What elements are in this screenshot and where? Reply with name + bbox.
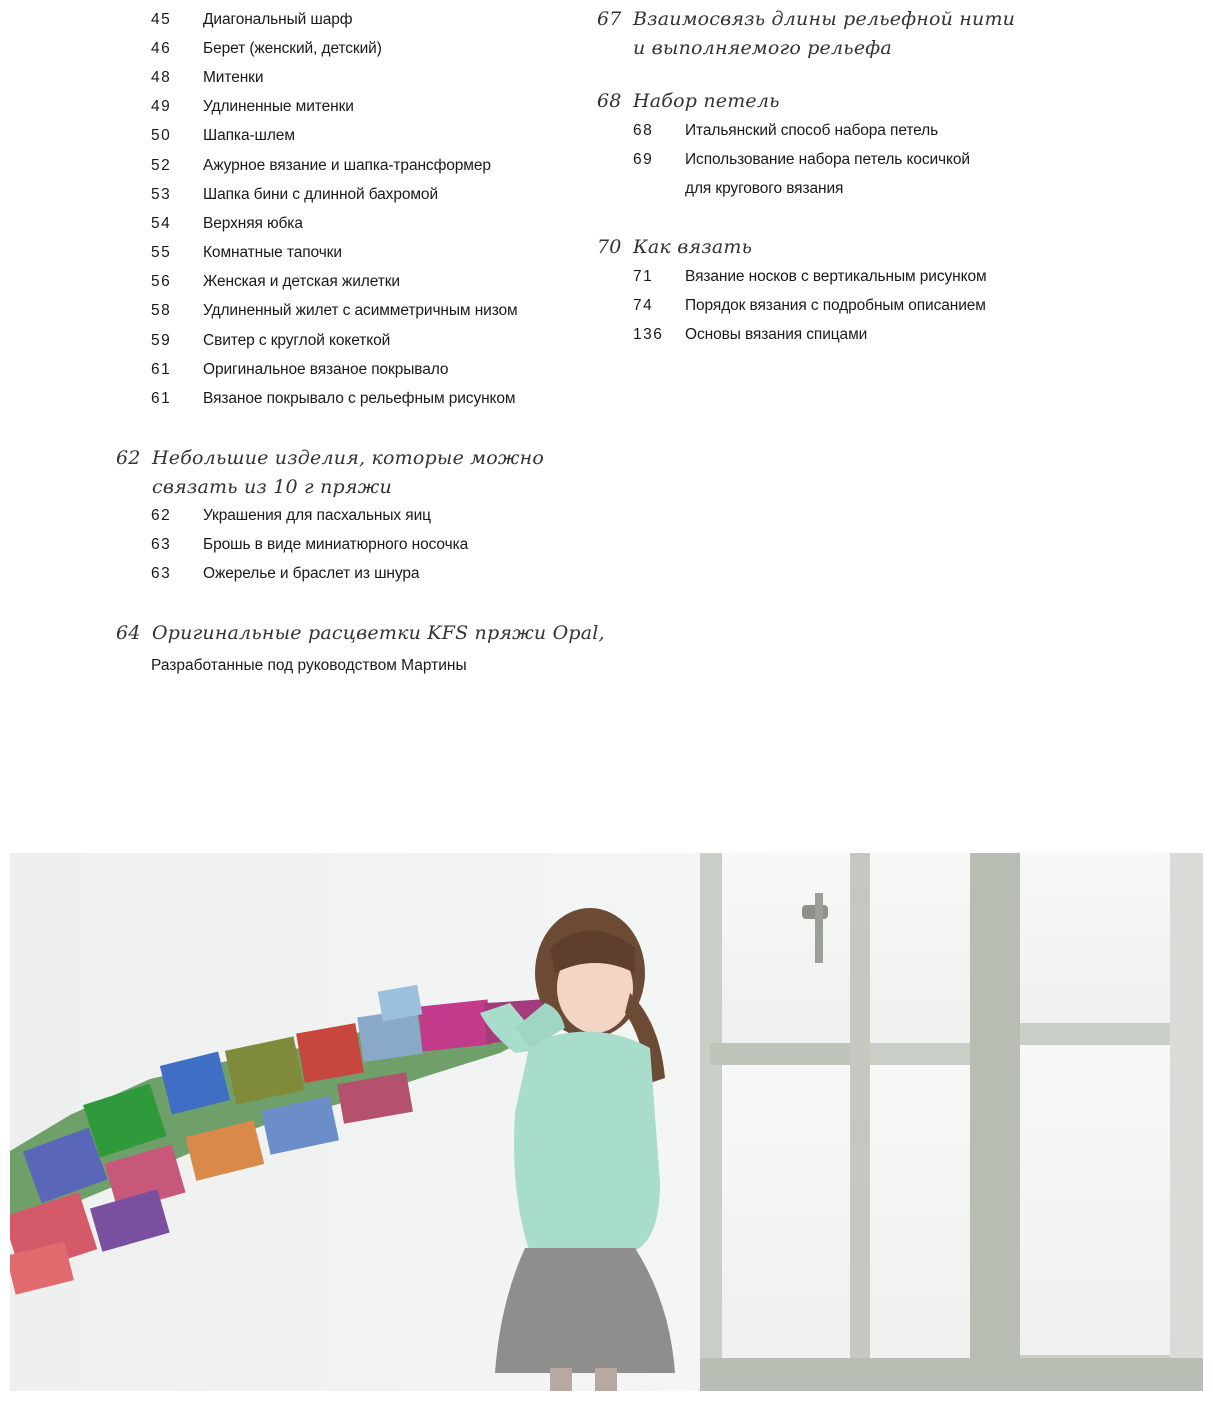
toc-page-number: 54 (151, 214, 172, 232)
toc-entry-title: Оригинальное вязаное покрывало (203, 360, 449, 378)
toc-entry-title: Шапка-шлем (203, 127, 295, 145)
toc-entry-title: Митенки (203, 68, 264, 86)
toc-list-left-top (151, 5, 518, 414)
toc-entry (151, 34, 518, 63)
toc-entry (633, 320, 987, 349)
toc-entry-title: Удлиненные митенки (203, 98, 354, 116)
toc-page-number: 46 (151, 39, 172, 57)
toc-entry (151, 239, 518, 268)
section-64-number: 64 (116, 622, 141, 644)
toc-entry-title: Вязаное покрывало с рельефным рисунком (203, 390, 516, 408)
toc-entry-title: Итальянский способ набора петель (685, 121, 939, 139)
toc-list-section-68 (633, 116, 970, 204)
section-62-title-line1: Небольшие изделия, которые можно (152, 447, 544, 469)
toc-entry-title: Комнатные тапочки (203, 244, 342, 262)
section-62-title (116, 444, 544, 502)
section-70-title-text: Как вязать (633, 236, 753, 258)
toc-entry (151, 530, 468, 559)
toc-page-number: 136 (633, 325, 664, 343)
toc-page-number: 59 (151, 331, 172, 349)
toc-entry (151, 559, 468, 588)
toc-entry-title: Украшения для пасхальных яиц (203, 506, 431, 524)
photo-illustration (10, 853, 1203, 1391)
toc-page-number: 62 (151, 506, 172, 524)
section-70-number: 70 (597, 236, 622, 258)
section-67-title-line2: и выполняемого рельефа (633, 37, 892, 59)
toc-page-number: 48 (151, 68, 172, 86)
toc-entry (151, 151, 518, 180)
toc-entry-title: Берет (женский, детский) (203, 39, 382, 57)
toc-entry-title: для кругового вязания (685, 179, 844, 197)
toc-entry-title: Основы вязания спицами (685, 325, 868, 343)
section-62-title-line2: связать из 10 г пряжи (152, 476, 392, 498)
toc-entry (151, 326, 518, 355)
toc-entry-title: Брошь в виде миниатюрного носочка (203, 535, 469, 553)
section-68-title (597, 87, 780, 116)
section-67-title (597, 5, 1015, 63)
section-67-title-line1: Взаимосвязь длины рельефной нити (633, 8, 1016, 30)
toc-entry (151, 122, 518, 151)
toc-entry-title: Верхняя юбка (203, 214, 303, 232)
toc-entry (633, 174, 970, 203)
toc-page-number: 49 (151, 98, 172, 116)
toc-page-number: 45 (151, 10, 172, 28)
toc-entry (151, 501, 468, 530)
section-64-subtitle: Разработанные под руководством Мартины (151, 657, 467, 674)
toc-entry (151, 209, 518, 238)
toc-entry (633, 262, 987, 291)
toc-page-number: 68 (633, 121, 654, 139)
toc-entry (151, 384, 518, 413)
toc-entry (151, 5, 518, 34)
toc-entry (633, 291, 987, 320)
toc-entry-title: Шапка бини с длинной бахромой (203, 185, 439, 203)
photo-girl-with-patchwork-blanket (10, 853, 1203, 1391)
toc-entry (151, 268, 518, 297)
toc-entry (151, 93, 518, 122)
toc-page-number: 63 (151, 535, 172, 553)
toc-entry-title: Диагональный шарф (203, 10, 353, 28)
toc-page-number: 74 (633, 296, 654, 314)
toc-entry-title: Ожерелье и браслет из шнура (203, 564, 420, 582)
toc-entry (151, 297, 518, 326)
section-68-number: 68 (597, 90, 622, 112)
toc-page-number: 61 (151, 390, 172, 408)
toc-page-number: 52 (151, 156, 172, 174)
toc-entry-title: Порядок вязания с подробным описанием (685, 296, 986, 314)
toc-entry (151, 63, 518, 92)
toc-entry (151, 180, 518, 209)
toc-page-number: 50 (151, 127, 172, 145)
toc-list-section-62 (151, 501, 468, 589)
section-67-number: 67 (597, 8, 622, 30)
toc-page-number: 58 (151, 302, 172, 320)
toc-entry (151, 355, 518, 384)
toc-entry-title: Свитер с круглой кокеткой (203, 331, 391, 349)
toc-entry-title: Ажурное вязание и шапка-трансформер (203, 156, 491, 174)
section-64-title (116, 619, 605, 648)
toc-entry-title: Использование набора петель косичкой (685, 150, 970, 168)
toc-page-number: 69 (633, 150, 654, 168)
section-62-number: 62 (116, 447, 141, 469)
toc-page-number: 63 (151, 564, 172, 582)
section-70-title (597, 233, 752, 262)
toc-page-number: 61 (151, 360, 172, 378)
toc-page-number: 53 (151, 185, 172, 203)
toc-entry (633, 145, 970, 174)
toc-page-number: 56 (151, 273, 172, 291)
toc-entry-title: Женская и детская жилетки (203, 273, 400, 291)
toc-list-section-70 (633, 262, 987, 350)
section-64-title-text: Оригинальные расцветки KFS пряжи Opal, (152, 622, 605, 644)
toc-entry-title: Удлиненный жилет с асимметричным низом (203, 302, 518, 320)
toc-entry (633, 116, 970, 145)
window (700, 853, 1203, 1391)
section-68-title-text: Набор петель (633, 90, 780, 112)
toc-entry-title: Вязание носков с вертикальным рисунком (685, 267, 987, 285)
toc-page-number: 71 (633, 267, 654, 285)
toc-page-number: 55 (151, 244, 172, 262)
